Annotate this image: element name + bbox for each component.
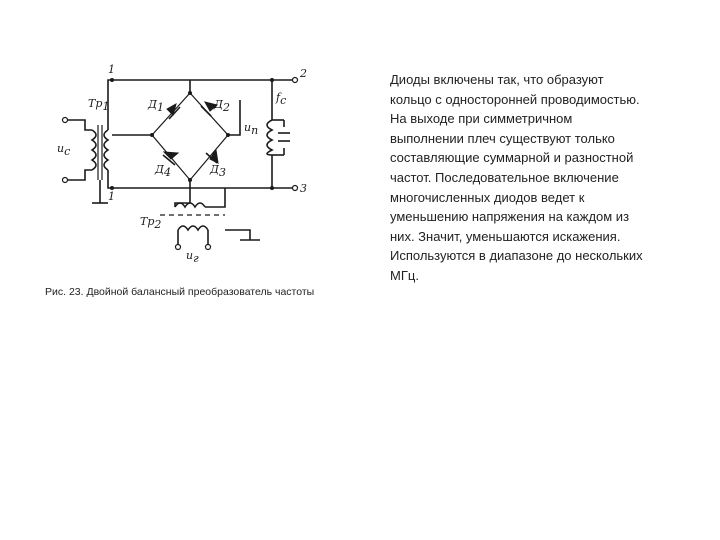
node1-top-label: 1 bbox=[108, 63, 115, 76]
figure-caption: Рис. 23. Двойной балансный преобразователь частоты bbox=[45, 286, 315, 298]
description-line: частот. Последовательное включение bbox=[390, 169, 619, 185]
transformer-tr1 bbox=[92, 125, 108, 180]
description-line: многочисленных диодов ведет к bbox=[390, 189, 585, 205]
description-line: МГц. bbox=[390, 267, 419, 283]
description-line: уменьшению напряжения на каждом из bbox=[390, 209, 630, 225]
uc-label: uc bbox=[57, 142, 71, 158]
un-label: uп bbox=[244, 121, 259, 137]
description-line: Используются в диапазоне до нескольких bbox=[390, 248, 643, 264]
fc-label: fc bbox=[276, 91, 287, 107]
terminal-3-label: 3 bbox=[300, 182, 307, 195]
description-line: На выходе при симметричном bbox=[390, 111, 573, 127]
description-text bbox=[390, 70, 690, 286]
node1-bottom-label: 1 bbox=[108, 190, 115, 203]
ug-label: uг bbox=[186, 249, 199, 265]
d3-label: Д3 bbox=[210, 163, 226, 179]
description-line: выполнении плеч существуют только bbox=[390, 130, 615, 146]
wiring bbox=[92, 80, 292, 203]
tr2-label: Тр2 bbox=[140, 215, 162, 231]
d2-label: Д2 bbox=[214, 98, 230, 114]
tr1-label: Тр1 bbox=[88, 97, 110, 113]
description-line: кольцо с односторонней проводимостью. bbox=[390, 91, 640, 107]
description-line: Диоды включены так, что образуют bbox=[390, 72, 604, 87]
frequency-converter-schematic bbox=[40, 55, 370, 285]
description-line: составляющие суммарной и разностной bbox=[390, 150, 634, 166]
d4-label: Д4 bbox=[155, 163, 171, 179]
transformer-tr2 bbox=[160, 188, 260, 250]
terminal-2-label: 2 bbox=[300, 67, 307, 80]
description-line: них. Значит, уменьшаются искажения. bbox=[390, 228, 621, 244]
d1-label: Д1 bbox=[148, 98, 164, 114]
